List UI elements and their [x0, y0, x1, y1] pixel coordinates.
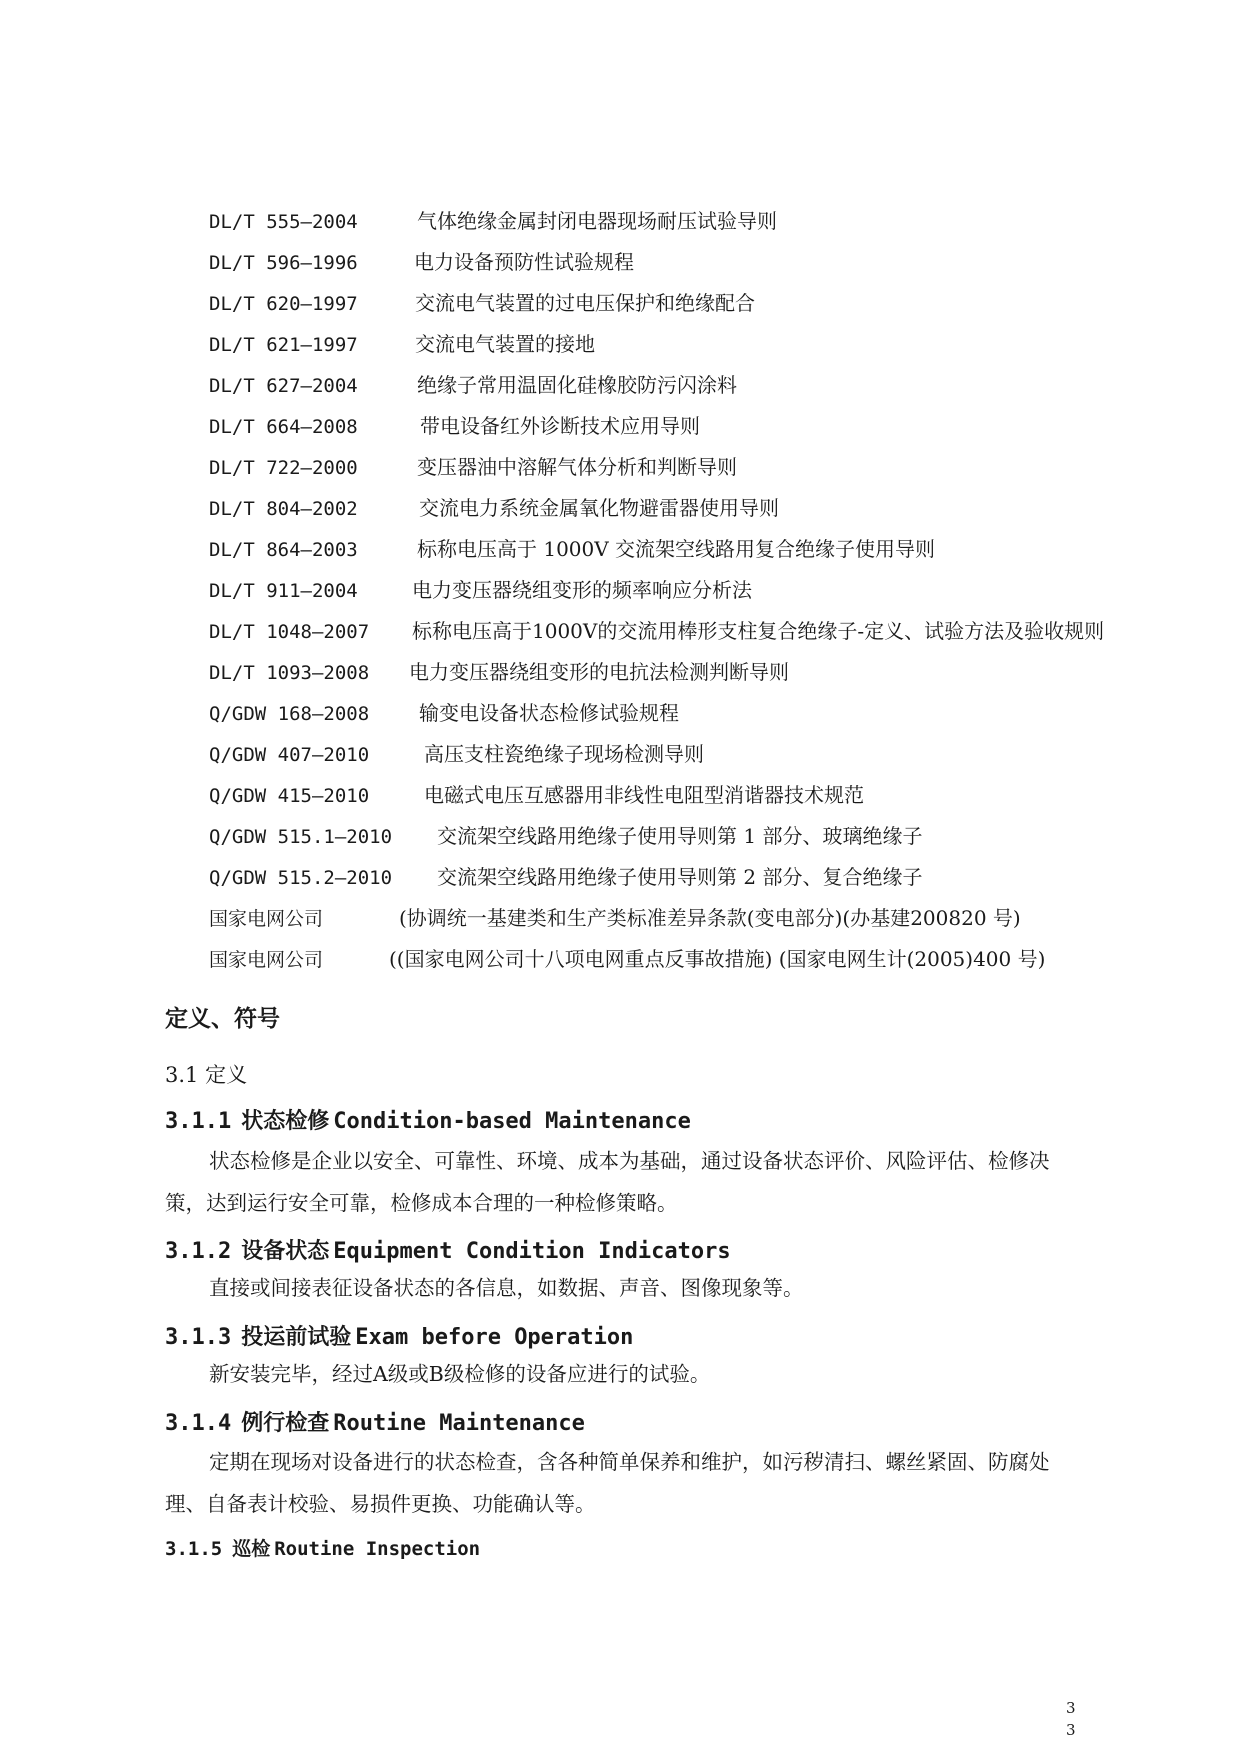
- reference-item: [209, 533, 1169, 574]
- reference-code: DL/T 911—2004: [209, 580, 358, 602]
- section-heading: 定义、符号: [165, 1006, 280, 1032]
- reference-code: DL/T 621—1997: [209, 334, 358, 356]
- reference-title: 气体绝缘金属封闭电器现场耐压试验导则: [417, 209, 777, 233]
- page-number: [1066, 1697, 1076, 1741]
- reference-title: 电力设备预防性试验规程: [414, 250, 634, 274]
- reference-code: 国家电网公司: [209, 949, 324, 971]
- definition-term-en: Routine Inspection: [274, 1538, 481, 1560]
- reference-title: (协调统一基建类和生产类标准差异条款(变电部分)(办基建200820 号): [399, 906, 1021, 930]
- page-number-line-2: 3: [1066, 1721, 1076, 1739]
- reference-item: [209, 697, 1169, 738]
- reference-title: 标称电压高于 1000V 交流架空线路用复合绝缘子使用导则: [417, 537, 936, 561]
- reference-code: DL/T 664—2008: [209, 416, 358, 438]
- definition-term-zh: 巡检: [232, 1538, 271, 1560]
- reference-code: Q/GDW 415—2010: [209, 785, 370, 807]
- definition-text-3-1-1: 状态检修是企业以安全、可靠性、环境、成本为基础，通过设备状态评价、风险评估、检修决策，达到运行安全可靠，检修成本合理的一种检修策略。: [165, 1149, 1050, 1215]
- definition-term-en: Condition-based Maintenance: [333, 1109, 691, 1134]
- reference-title: 交流电气装置的接地: [415, 332, 595, 356]
- definition-heading-3-1-3: [165, 1320, 633, 1351]
- reference-title: 带电设备红外诊断技术应用导则: [420, 414, 700, 438]
- reference-title: 电力变压器绕组变形的电抗法检测判断导则: [409, 660, 789, 684]
- definition-term-zh: 例行检查: [241, 1411, 330, 1436]
- definition-term-zh: 设备状态: [241, 1239, 330, 1264]
- reference-code: Q/GDW 168—2008: [209, 703, 370, 725]
- reference-item: [209, 574, 1169, 615]
- reference-item: [209, 451, 1169, 492]
- reference-code: 国家电网公司: [209, 908, 324, 930]
- reference-title: 变压器油中溶解气体分析和判断导则: [417, 455, 737, 479]
- reference-title: 交流架空线路用绝缘子使用导则第 1 部分、玻璃绝缘子: [437, 824, 923, 848]
- definition-text-3-1-4: 定期在现场对设备进行的状态检查，含各种简单保养和维护，如污秽清扫、螺丝紧固、防腐处理、自备表计校验、易损件更换、功能确认等。: [165, 1450, 1050, 1516]
- definition-number: 3.1.2: [165, 1239, 232, 1264]
- reference-title: 交流架空线路用绝缘子使用导则第 2 部分、复合绝缘子: [437, 865, 923, 889]
- reference-code: DL/T 620—1997: [209, 293, 358, 315]
- reference-item: [209, 861, 1169, 902]
- reference-title: 交流电气装置的过电压保护和绝缘配合: [415, 291, 755, 315]
- reference-code: DL/T 627—2004: [209, 375, 358, 397]
- reference-code: DL/T 1048—2007: [209, 621, 370, 643]
- definition-heading-3-1-1: [165, 1104, 691, 1135]
- reference-code: Q/GDW 407—2010: [209, 744, 370, 766]
- definition-heading-3-1-4: [165, 1406, 585, 1437]
- definition-term-en: Equipment Condition Indicators: [333, 1239, 731, 1264]
- reference-code: DL/T 555—2004: [209, 211, 358, 233]
- definition-text-3-1-3: 新安装完毕，经过A级或B级检修的设备应进行的试验。: [209, 1362, 711, 1386]
- reference-item: [209, 820, 1169, 861]
- definition-number: 3.1.5: [165, 1538, 223, 1560]
- subsection-heading: 3.1 定义: [165, 1063, 248, 1087]
- reference-item: [209, 943, 1169, 984]
- definition-term-en: Exam before Operation: [355, 1325, 634, 1350]
- definition-number: 3.1.3: [165, 1325, 232, 1350]
- reference-item: [209, 205, 1169, 246]
- reference-code: Q/GDW 515.2—2010: [209, 867, 393, 889]
- page-number-line-1: 3: [1066, 1699, 1076, 1717]
- reference-item: [209, 246, 1169, 287]
- definition-term-zh: 投运前试验: [241, 1325, 352, 1350]
- reference-item: [209, 410, 1169, 451]
- reference-code: Q/GDW 515.1—2010: [209, 826, 393, 848]
- definition-number: 3.1.1: [165, 1109, 232, 1134]
- reference-code: DL/T 596—1996: [209, 252, 358, 274]
- reference-title: 高压支柱瓷绝缘子现场检测导则: [424, 742, 704, 766]
- definition-term-zh: 状态检修: [241, 1109, 330, 1134]
- definition-heading-3-1-2: [165, 1234, 731, 1265]
- reference-item: [209, 287, 1169, 328]
- definition-heading-3-1-5: [165, 1534, 480, 1561]
- reference-code: DL/T 722—2000: [209, 457, 358, 479]
- reference-item: [209, 369, 1169, 410]
- definition-number: 3.1.4: [165, 1411, 232, 1436]
- reference-title: 绝缘子常用温固化硅橡胶防污闪涂料: [417, 373, 737, 397]
- reference-code: DL/T 804—2002: [209, 498, 358, 520]
- reference-code: DL/T 864—2003: [209, 539, 358, 561]
- reference-item: [209, 492, 1169, 533]
- reference-item: [209, 656, 1169, 697]
- definition-term-en: Routine Maintenance: [333, 1411, 585, 1436]
- reference-item: [209, 779, 1169, 820]
- reference-title: 输变电设备状态检修试验规程: [419, 701, 679, 725]
- reference-title: 交流电力系统金属氧化物避雷器使用导则: [419, 496, 779, 520]
- reference-title: 标称电压高于1000V的交流用棒形支柱复合绝缘子-定义、试验方法及验收规则: [412, 619, 1105, 643]
- reference-item: [209, 902, 1169, 943]
- reference-title: 电磁式电压互感器用非线性电阻型消谐器技术规范: [424, 783, 864, 807]
- reference-list: [209, 205, 1169, 984]
- reference-item: [209, 615, 1169, 656]
- reference-code: DL/T 1093—2008: [209, 662, 370, 684]
- reference-title: 电力变压器绕组变形的频率响应分析法: [412, 578, 752, 602]
- reference-item: [209, 328, 1169, 369]
- reference-title: ((国家电网公司十八项电网重点反事故措施) (国家电网生计(2005)400 号): [389, 947, 1046, 971]
- definition-text-3-1-2: 直接或间接表征设备状态的各信息，如数据、声音、图像现象等。: [209, 1276, 804, 1300]
- reference-item: [209, 738, 1169, 779]
